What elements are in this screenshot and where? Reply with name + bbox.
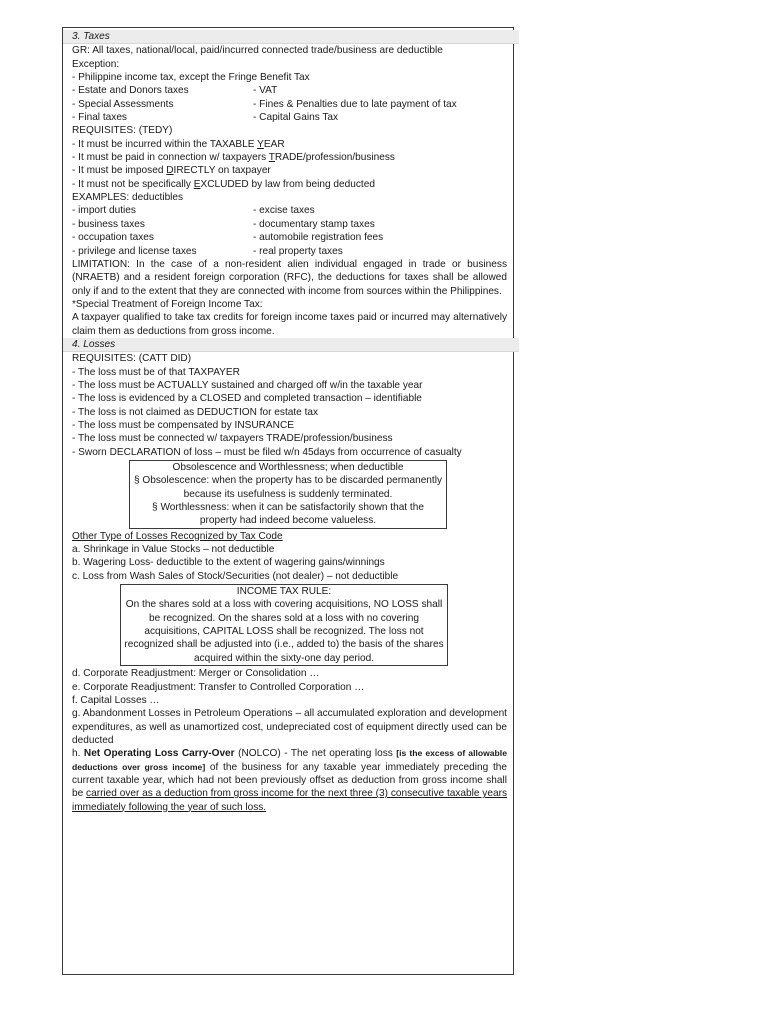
tax-requisite-item: - It must be imposed DIRECTLY on taxpayer	[72, 165, 271, 177]
example-pair: - occupation taxes - automobile registration fees	[72, 232, 384, 244]
tax-requisite-item: - It must not be specifically EXCLUDED by law from being deducted	[72, 178, 375, 190]
losses-heading: 4. Losses	[63, 338, 519, 352]
loss-type-item: c. Loss from Wash Sales of Stock/Securities (not dealer) – not deductible	[72, 570, 399, 582]
exception-pair: - Special Assessments - Fines & Penalties due to late payment of tax	[72, 98, 457, 110]
special-treatment-title: *Special Treatment of Foreign Income Tax:	[72, 298, 263, 310]
exception-item: - Philippine income tax, except the Fringe Benefit Tax	[72, 72, 310, 84]
tax-requisites-title: REQUISITES: (TEDY)	[72, 125, 173, 137]
loss-type-item: g. Abandonment Losses in Petroleum Operations – all accumulated exploration and development expenditures, as well as unamortized cost, undepreciated cost of equipment directly used can be deducted	[72, 708, 507, 746]
document-page	[62, 27, 514, 975]
example-pair: - business taxes - documentary stamp taxes	[72, 218, 375, 230]
taxes-general-rule: GR: All taxes, national/local, paid/incurred connected trade/business are deductible	[72, 45, 443, 57]
loss-type-item: d. Corporate Readjustment: Merger or Consolidation …	[72, 668, 320, 680]
loss-requisite-item: - The loss must be compensated by INSURANCE	[72, 419, 294, 431]
income-tax-rule-title: INCOME TAX RULE:	[236, 586, 332, 598]
example-pair: - import duties - excise taxes	[72, 205, 315, 217]
special-treatment-text: A taxpayer qualified to take tax credits for foreign income taxes paid or incurred may alternatively claim them as deductions from gross income.	[72, 312, 507, 337]
taxes-heading: 3. Taxes	[63, 30, 519, 44]
exception-pair: - Final taxes - Capital Gains Tax	[72, 112, 339, 124]
loss-requisite-item: - Sworn DECLARATION of loss – must be filed w/n 45days from occurrence of casualty	[72, 446, 462, 458]
loss-requisite-item: - The loss is not claimed as DEDUCTION for estate tax	[72, 406, 319, 418]
tax-requisite-item: - It must be paid in connection w/ taxpayers TRADE/profession/business	[72, 152, 395, 164]
obsolescence-definition: § Obsolescence: when the property has to be discarded permanently because its usefulness is suddenly terminated.	[133, 475, 443, 500]
obsolescence-box-title: Obsolescence and Worthlessness; when deductible	[172, 462, 404, 473]
other-losses-title: Other Type of Losses Recognized by Tax Code	[72, 530, 283, 542]
worthlessness-definition: § Worthlessness: when it can be satisfactorily shown that the property had indeed become valueless.	[152, 502, 424, 527]
loss-type-item: a. Shrinkage in Value Stocks – not deductible	[72, 544, 275, 556]
loss-type-item: f. Capital Losses …	[72, 694, 160, 706]
income-tax-rule-box	[120, 584, 448, 666]
loss-type-item: e. Corporate Readjustment: Transfer to Controlled Corporation …	[72, 681, 365, 693]
nolco-paragraph: h. Net Operating Loss Carry-Over (NOLCO) - The net operating loss [is the excess of allowable deductions over gross income] of the business for any taxable year immediately preceding the current taxable year, which had not been previously offset as deduction from gross income shall be carried over as a deduction from gross income for the next three (3) consecutive taxable years immediately following the year of such loss.	[72, 748, 507, 813]
loss-requisites-title: REQUISITES: (CATT DID)	[72, 353, 192, 365]
examples-title: EXAMPLES: deductibles	[72, 192, 184, 204]
tax-requisite-item: - It must be incurred within the TAXABLE YEAR	[72, 138, 285, 150]
exception-title: Exception:	[72, 58, 120, 70]
document-content	[72, 30, 507, 814]
example-pair: - privilege and license taxes - real property taxes	[72, 245, 343, 257]
loss-requisite-item: - The loss must be ACTUALLY sustained and charged off w/in the taxable year	[72, 379, 423, 391]
obsolescence-box	[129, 460, 447, 529]
exception-pair: - Estate and Donors taxes - VAT	[72, 85, 278, 97]
limitation-paragraph: LIMITATION: In the case of a non-resident alien individual engaged in trade or business (NRAETB) and a resident foreign corporation (RFC), the deductions for taxes shall be allowed only if and to the extent that they are connected with income from sources within the Philippines.	[72, 258, 507, 297]
loss-requisite-item: - The loss must be of that TAXPAYER	[72, 366, 240, 378]
loss-requisite-item: - The loss must be connected w/ taxpayers TRADE/profession/business	[72, 433, 393, 445]
loss-type-item: b. Wagering Loss- deductible to the extent of wagering gains/winnings	[72, 557, 385, 569]
income-tax-rule-text: On the shares sold at a loss with covering acquisitions, NO LOSS shall be recognized. On the shares sold at a loss with no covering acquisitions, CAPITAL LOSS shall be recognized. The loss not recognized shall be adjusted into (i.e., added to) the basis of the shares acquired within the sixty-one day period.	[124, 599, 444, 664]
loss-requisite-item: - The loss is evidenced by a CLOSED and completed transaction – identifiable	[72, 393, 422, 405]
